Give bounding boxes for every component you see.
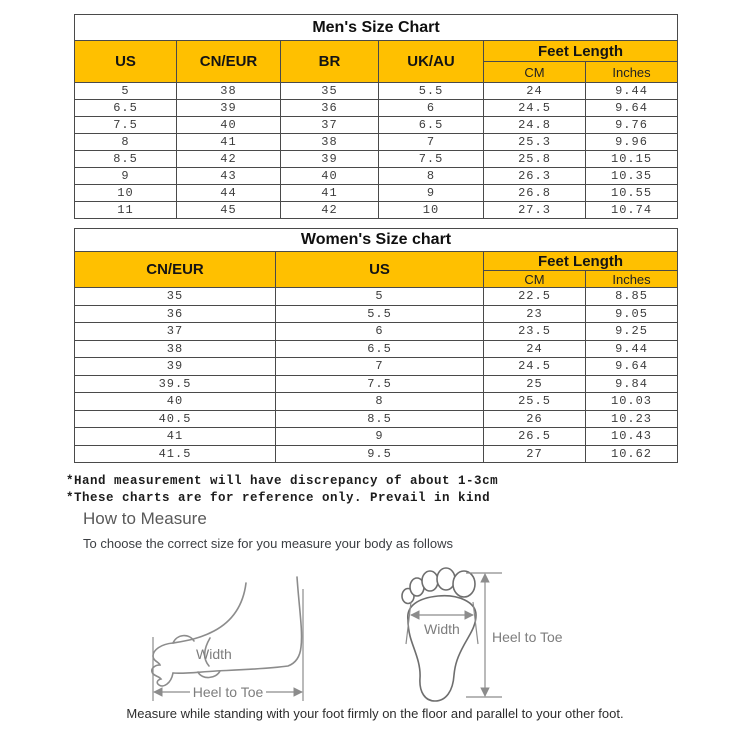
size-cell: 36 — [75, 305, 276, 323]
size-cell: 7.5 — [75, 117, 177, 134]
size-cell: 26.5 — [484, 428, 586, 446]
table-row — [75, 375, 678, 393]
size-cell: 6 — [276, 323, 484, 341]
table-row — [75, 202, 678, 219]
note-line: *Hand measurement will have discrepancy of about 1-3cm — [66, 474, 499, 488]
size-cell: 24 — [484, 340, 586, 358]
table-row — [75, 445, 678, 463]
size-cell: 8.5 — [75, 151, 177, 168]
table-row — [75, 288, 678, 306]
size-cell: 9 — [276, 428, 484, 446]
foot-side-view-diagram — [140, 563, 320, 708]
col-header-cm: CM — [484, 62, 586, 83]
size-cell: 7 — [379, 134, 484, 151]
size-cell: 5.5 — [276, 305, 484, 323]
size-cell: 9.44 — [586, 83, 678, 100]
size-cell: 41 — [177, 134, 281, 151]
size-cell: 8 — [379, 168, 484, 185]
col-header-cm: CM — [484, 271, 586, 288]
size-cell: 39 — [75, 358, 276, 376]
side-width-label: Width — [196, 646, 232, 662]
size-cell: 44 — [177, 185, 281, 202]
size-cell: 25.5 — [484, 393, 586, 411]
col-header-cneur: CN/EUR — [177, 41, 281, 83]
table-row — [75, 185, 678, 202]
size-cell: 9.76 — [586, 117, 678, 134]
table-row — [75, 83, 678, 100]
size-cell: 38 — [177, 83, 281, 100]
size-cell: 10.35 — [586, 168, 678, 185]
size-cell: 24.5 — [484, 100, 586, 117]
col-header-feet-length: Feet Length — [484, 41, 678, 62]
col-header-cneur: CN/EUR — [75, 252, 276, 288]
size-cell: 38 — [75, 340, 276, 358]
size-cell: 41 — [75, 428, 276, 446]
col-header-ukau: UK/AU — [379, 41, 484, 83]
measure-caption: Measure while standing with your foot firmly on the floor and parallel to your other foot. — [126, 706, 624, 721]
size-cell: 9.25 — [586, 323, 678, 341]
mens-table-title: Men's Size Chart — [75, 15, 678, 41]
size-cell: 23 — [484, 305, 586, 323]
table-row — [75, 305, 678, 323]
size-cell: 25.3 — [484, 134, 586, 151]
table-row — [75, 168, 678, 185]
table-row — [75, 151, 678, 168]
col-header-inches: Inches — [586, 271, 678, 288]
size-cell: 10 — [379, 202, 484, 219]
table-row — [75, 358, 678, 376]
size-cell: 6.5 — [75, 100, 177, 117]
size-cell: 42 — [177, 151, 281, 168]
womens-table-header-row — [75, 252, 678, 271]
size-cell: 27 — [484, 445, 586, 463]
size-cell: 40 — [177, 117, 281, 134]
size-cell: 7.5 — [276, 375, 484, 393]
side-heel-to-toe-label: Heel to Toe — [192, 684, 264, 700]
size-cell: 39.5 — [75, 375, 276, 393]
size-cell: 9.44 — [586, 340, 678, 358]
size-cell: 25 — [484, 375, 586, 393]
foot-sole-view-diagram — [388, 556, 575, 708]
table-row — [75, 323, 678, 341]
table-row — [75, 393, 678, 411]
how-to-measure-subtitle: To choose the correct size for you measure your body as follows — [83, 536, 453, 551]
disclaimer-notes — [66, 473, 498, 507]
size-cell: 9 — [75, 168, 177, 185]
how-to-measure-heading: How to Measure — [83, 509, 207, 528]
size-cell: 27.3 — [484, 202, 586, 219]
size-cell: 8.5 — [276, 410, 484, 428]
size-cell: 26 — [484, 410, 586, 428]
womens-table-title-row — [75, 229, 678, 252]
size-cell: 10.55 — [586, 185, 678, 202]
table-row — [75, 134, 678, 151]
size-cell: 5 — [75, 83, 177, 100]
size-cell: 10 — [75, 185, 177, 202]
size-cell: 9 — [379, 185, 484, 202]
size-cell: 9.5 — [276, 445, 484, 463]
size-cell: 6.5 — [379, 117, 484, 134]
col-header-feet-length: Feet Length — [484, 252, 678, 271]
size-cell: 37 — [75, 323, 276, 341]
womens-table-title: Women's Size chart — [75, 229, 678, 252]
size-cell: 9.64 — [586, 358, 678, 376]
foot-side-outline — [152, 577, 302, 686]
size-cell: 8 — [75, 134, 177, 151]
size-cell: 24.5 — [484, 358, 586, 376]
size-cell: 41.5 — [75, 445, 276, 463]
size-cell: 10.43 — [586, 428, 678, 446]
size-cell: 10.74 — [586, 202, 678, 219]
size-cell: 40 — [75, 393, 276, 411]
table-row — [75, 410, 678, 428]
sole-heel-to-toe-label: Heel to Toe — [492, 629, 563, 645]
size-cell: 5.5 — [379, 83, 484, 100]
size-cell: 37 — [281, 117, 379, 134]
size-cell: 35 — [75, 288, 276, 306]
size-cell: 22.5 — [484, 288, 586, 306]
mens-table-title-row — [75, 15, 678, 41]
size-cell: 9.64 — [586, 100, 678, 117]
size-cell: 39 — [281, 151, 379, 168]
size-cell: 25.8 — [484, 151, 586, 168]
table-row — [75, 117, 678, 134]
size-cell: 24 — [484, 83, 586, 100]
col-header-br: BR — [281, 41, 379, 83]
womens-size-table — [74, 228, 678, 463]
size-cell: 8.85 — [586, 288, 678, 306]
col-header-us: US — [276, 252, 484, 288]
size-cell: 9.96 — [586, 134, 678, 151]
size-cell: 11 — [75, 202, 177, 219]
size-cell: 40 — [281, 168, 379, 185]
size-cell: 45 — [177, 202, 281, 219]
womens-table-body — [75, 288, 678, 463]
size-cell: 10.03 — [586, 393, 678, 411]
size-cell: 23.5 — [484, 323, 586, 341]
note-line: *These charts are for reference only. Prevail in kind — [66, 491, 491, 505]
size-cell: 6 — [379, 100, 484, 117]
size-cell: 10.23 — [586, 410, 678, 428]
size-cell: 6.5 — [276, 340, 484, 358]
mens-table-header-row — [75, 41, 678, 62]
size-cell: 5 — [276, 288, 484, 306]
size-cell: 26.8 — [484, 185, 586, 202]
size-cell: 43 — [177, 168, 281, 185]
size-cell: 40.5 — [75, 410, 276, 428]
mens-size-table — [74, 14, 678, 219]
size-cell: 42 — [281, 202, 379, 219]
size-cell: 8 — [276, 393, 484, 411]
size-cell: 9.05 — [586, 305, 678, 323]
size-cell: 24.8 — [484, 117, 586, 134]
size-cell: 35 — [281, 83, 379, 100]
size-cell: 10.15 — [586, 151, 678, 168]
size-cell: 7 — [276, 358, 484, 376]
table-row — [75, 340, 678, 358]
sole-width-label: Width — [424, 621, 460, 637]
table-row — [75, 428, 678, 446]
size-cell: 10.62 — [586, 445, 678, 463]
size-cell: 7.5 — [379, 151, 484, 168]
size-cell: 26.3 — [484, 168, 586, 185]
size-cell: 36 — [281, 100, 379, 117]
size-cell: 39 — [177, 100, 281, 117]
table-row — [75, 100, 678, 117]
mens-table-body — [75, 83, 678, 219]
col-header-inches: Inches — [586, 62, 678, 83]
size-cell: 41 — [281, 185, 379, 202]
col-header-us: US — [75, 41, 177, 83]
size-cell: 38 — [281, 134, 379, 151]
size-cell: 9.84 — [586, 375, 678, 393]
